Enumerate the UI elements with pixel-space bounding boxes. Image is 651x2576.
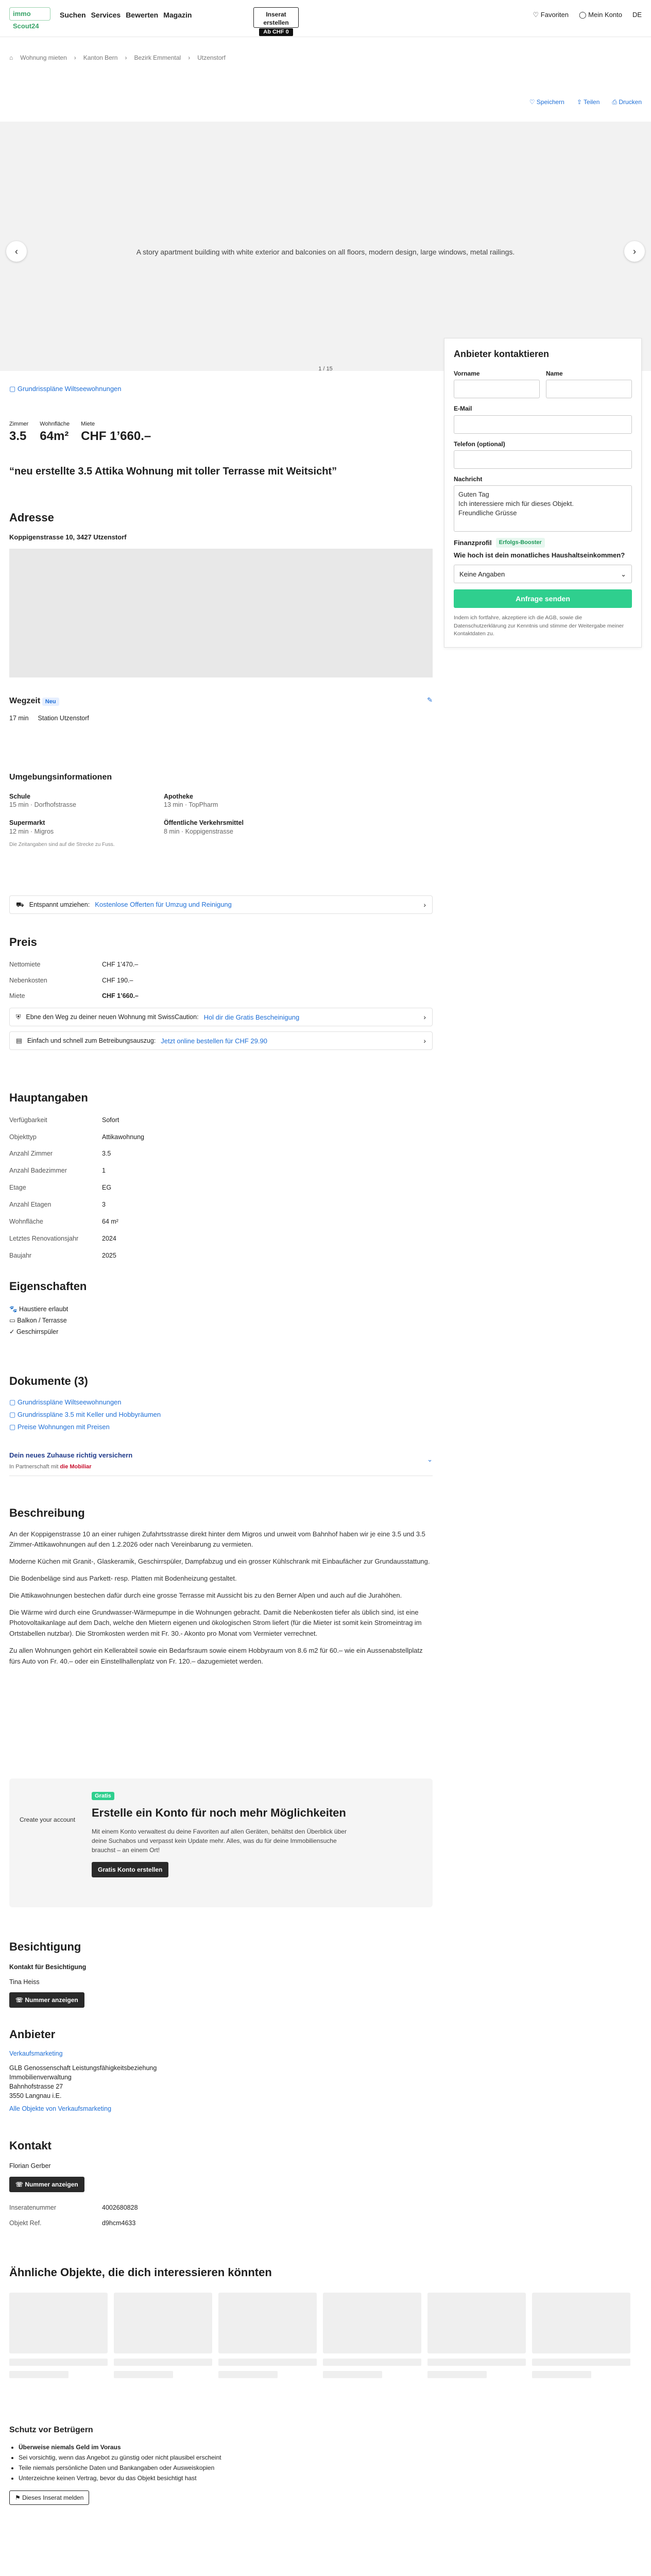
share-label: Teilen — [584, 98, 600, 106]
debt-extract-bar[interactable] — [9, 1031, 433, 1050]
debt-prefix: Einfach und schnell zum Betreibungsauszug: — [27, 1037, 156, 1044]
print-button[interactable]: ⎙ Drucken — [612, 98, 642, 106]
promo-side-text: Create your account — [20, 1816, 76, 1823]
logo[interactable]: immo Scout24 — [9, 7, 50, 21]
data-key: Anzahl Zimmer — [9, 1150, 53, 1158]
provider-line: GLB Genossenschaft Leistungsfähigkeitsbeziehung — [9, 2064, 157, 2072]
account-promo — [9, 1778, 433, 1907]
address-section — [9, 510, 433, 677]
documents-list — [9, 1396, 433, 1433]
chevron-right-icon: › — [423, 900, 426, 909]
fraud-heading: Schutz vor Betrügern — [9, 2426, 93, 2434]
document-link[interactable] — [9, 1421, 433, 1433]
print-label: Drucken — [619, 98, 642, 106]
new-badge: Neu — [42, 698, 59, 706]
email-input[interactable] — [454, 415, 632, 434]
breadcrumb-item[interactable]: Bezirk Emmental — [134, 54, 181, 61]
shield-icon: ⛨ — [16, 1013, 21, 1021]
price-value: CHF 190.– — [102, 976, 133, 984]
main-data-table — [9, 1116, 433, 1260]
similar-card-placeholder[interactable] — [323, 2293, 421, 2378]
data-value: 3 — [102, 1201, 106, 1209]
data-value: Attikawohnung — [102, 1133, 145, 1141]
flag-icon: ⚑ — [15, 2494, 23, 2501]
lastname-input[interactable] — [546, 380, 632, 398]
edit-icon[interactable]: ✎ — [427, 696, 433, 704]
viewing-label: Kontakt für Besichtigung — [9, 1963, 87, 1971]
document-icon: ▢ — [9, 1398, 18, 1406]
poi-time: 13 min — [164, 801, 183, 809]
pet-icon: 🐾 — [9, 1305, 20, 1313]
price-section — [9, 935, 433, 1050]
show-number-button[interactable] — [9, 1992, 84, 2008]
provider-section — [9, 2027, 433, 2113]
price-key: Miete — [9, 992, 25, 1000]
similar-cards — [9, 2293, 642, 2378]
finance-label: Finanzprofil — [454, 538, 492, 547]
document-link[interactable] — [9, 1409, 433, 1421]
fraud-section — [9, 2425, 433, 2505]
moving-prefix: Entspannt umziehen: — [29, 901, 90, 908]
finance-profile — [454, 538, 632, 548]
price-value: CHF 1’660.– — [102, 992, 139, 1000]
email-label: E-Mail — [454, 405, 472, 413]
firstname-input[interactable] — [454, 380, 540, 398]
prev-image-button[interactable]: ‹ — [6, 241, 27, 262]
rent-label: Miete — [81, 421, 95, 427]
id-value: d9hcm4633 — [102, 2219, 136, 2227]
similar-card-placeholder[interactable] — [218, 2293, 317, 2378]
breadcrumb: ⌂ Wohnung mieten › Kanton Bern › Bezirk Emmental › Utzenstorf — [9, 54, 226, 61]
poi-category: Schule — [9, 792, 30, 800]
description-paragraph: Die Attikawohnungen bestechen dafür durch eine grosse Terrasse mit Aussicht bis zu den Berner Alpen und auch auf die Jurahöhen. — [9, 1591, 402, 1599]
description-paragraph: An der Koppigenstrasse 10 an einer ruhigen Zufahrtsstrasse direkt hinter dem Migros und unweit vom Bahnhof haben wir je eine 3.5 und 3.5 Zimmer-Attikawohnungen auf den 1.2.2026 oder nach Vereinbarung zu vermieten. — [9, 1530, 425, 1549]
create-account-button[interactable]: Gratis Konto erstellen — [92, 1862, 168, 1877]
poi-name: Koppigenstrasse — [185, 828, 233, 836]
data-key: Anzahl Badezimmer — [9, 1167, 67, 1175]
address-line: Koppigenstrasse 10, 3427 Utzenstorf — [9, 533, 127, 541]
home-icon[interactable]: ⌂ — [9, 54, 13, 61]
insurance-section[interactable] — [9, 1451, 433, 1476]
similar-card-placeholder[interactable] — [427, 2293, 526, 2378]
header-right — [533, 10, 642, 20]
poi-time: 12 min — [9, 828, 29, 836]
document-label: Preise Wohnungen mit Preisen — [17, 1422, 110, 1431]
breadcrumb-item[interactable]: Kanton Bern — [83, 54, 118, 61]
document-icon: ▢ — [9, 1422, 18, 1431]
surroundings-heading: Umgebungsinformationen — [9, 773, 112, 782]
area-label: Wohnfläche — [40, 421, 70, 427]
share-button[interactable]: ⇪ Teilen — [576, 98, 600, 106]
message-input[interactable]: Guten Tag Ich interessiere mich für dieses Objekt. Freundliche Grüsse — [454, 485, 632, 532]
data-key: Baujahr — [9, 1251, 32, 1259]
poi-name: Migros — [34, 828, 54, 836]
rooms-label: Zimmer — [9, 421, 29, 427]
nav-item[interactable]: Magazin — [163, 11, 192, 19]
rooms-value: 3.5 — [9, 429, 27, 443]
provider-line: 3550 Langnau i.E. — [9, 2092, 62, 2099]
price-key: Nebenkosten — [9, 976, 47, 984]
rent-value: CHF 1’660.– — [81, 429, 151, 443]
feature-item: Geschirrspüler — [16, 1328, 59, 1335]
feature-item: Balkon / Terrasse — [17, 1316, 67, 1324]
insurance-title: Dein neues Zuhause richtig versichern — [9, 1451, 133, 1459]
area-value: 64m² — [40, 429, 69, 443]
ground-plan-label: Grundrisspläne Wiltseewohnungen — [17, 385, 122, 393]
price-table — [9, 960, 433, 1001]
data-value: 3.5 — [102, 1150, 111, 1158]
id-key: Inseratenummer — [9, 2204, 57, 2211]
phone-icon: ☏ — [15, 1996, 25, 2004]
poi-category: Öffentliche Verkehrsmittel — [164, 819, 244, 827]
poi-name: Dorfhofstrasse — [34, 801, 76, 809]
description-paragraph: Zu allen Wohnungen gehört ein Kellerabteil sowie ein Bedarfsraum sowie einem Hobbyraum von 8.6 m2 für 60.– wie ein Aussenabstellplatz fürs Auto von Fr. 40.– oder ein Einstellhallenplatz von Fr. 120.– dazugemietet werden. — [9, 1647, 423, 1665]
surroundings-section — [9, 772, 433, 849]
route-row — [9, 714, 433, 723]
swisscaution-prefix: Ebne den Weg zu deiner neuen Wohnung mit SwissCaution: — [26, 1013, 199, 1021]
similar-section — [9, 2265, 642, 2378]
poi-time: 8 min — [164, 828, 180, 836]
swisscaution-bar[interactable] — [9, 1008, 433, 1026]
route-destination: Station Utzenstorf — [38, 714, 89, 722]
submit-request-button[interactable]: Anfrage senden — [454, 589, 632, 608]
poi-name: TopPharm — [189, 801, 218, 809]
listing-title: “neu erstellte 3.5 Attika Wohnung mit toller Terrasse mit Weitsicht” — [9, 466, 337, 477]
fraud-item: • Teile niemals persönliche Daten und Bankangaben oder Ausweiskopien — [19, 2463, 433, 2473]
moving-link: Kostenlose Offerten für Umzug und Reinigung — [95, 901, 232, 909]
similar-card-placeholder[interactable] — [9, 2293, 108, 2378]
show-number-label: Nummer anzeigen — [25, 1996, 78, 2004]
data-value: 1 — [102, 1167, 106, 1175]
similar-heading: Ähnliche Objekte, die dich interessieren könnten — [9, 2266, 272, 2279]
nav-item[interactable]: Services — [91, 11, 121, 19]
promo-title: Erstelle ein Konto für noch mehr Möglichkeiten — [92, 1806, 346, 1819]
data-value: 64 m² — [102, 1217, 118, 1225]
gallery-caption: A story apartment building with white exterior and balconies on all floors, modern design, large windows, metal railings. — [136, 248, 515, 256]
moving-offer-bar[interactable] — [9, 895, 433, 914]
gallery-counter: 1 / 15 — [318, 366, 333, 372]
document-icon: ▢ — [9, 1410, 18, 1418]
show-number-label: Nummer anzeigen — [25, 2180, 78, 2188]
data-value: 2025 — [102, 1251, 116, 1259]
language-select[interactable]: DE — [632, 11, 642, 19]
all-objects-link[interactable]: Alle Objekte von Verkaufsmarketing — [9, 2105, 112, 2112]
breadcrumb-item[interactable]: Utzenstorf — [197, 54, 226, 61]
fraud-item: • Überweise niemals Geld im Voraus — [19, 2442, 433, 2452]
document-label: Grundrisspläne Wiltseewohnungen — [17, 1398, 122, 1406]
surroundings-note: Die Zeitangaben sind auf die Strecke zu Fuss. — [9, 842, 115, 848]
account-link[interactable]: ◯ Mein Konto — [579, 11, 622, 19]
debt-link: Jetzt online bestellen für CHF 29.90 — [161, 1037, 267, 1045]
booster-badge: Erfolgs-Booster — [496, 538, 545, 548]
document-label: Grundrisspläne 3.5 mit Keller und Hobbyräumen — [17, 1410, 161, 1418]
nav-item[interactable]: Suchen — [60, 11, 86, 19]
data-value: 2024 — [102, 1234, 116, 1242]
document-icon: ▢ — [9, 385, 18, 393]
promo-text: Mit einem Konto verwaltest du deine Favoriten auf allen Geräten, behältst den Überblick über deine Suchabos und verpasst kein Update mehr. Alles, was du für deine Immobiliensuche brauchst – an einem Ort! — [92, 1827, 347, 1854]
viewing-contact-name: Tina Heiss — [9, 1978, 40, 1986]
features-list — [9, 1303, 433, 1337]
image-gallery[interactable] — [0, 122, 651, 371]
key-facts — [9, 420, 433, 445]
description-paragraph: Moderne Küchen mit Granit-, Glaskeramik, Geschirrspüler, Dampfabzug und ein grosser Kühlschrank mit Einbaufächer zur Grundausstattung. — [9, 1557, 430, 1566]
contact-name: Florian Gerber — [9, 2162, 51, 2170]
viewing-section — [9, 1939, 433, 2008]
route-section — [9, 696, 433, 722]
surroundings-grid: Schule 15 min · Dorfhofstrasse Apotheke 13 min · TopPharm Supermarkt 12 min · Migros Öffentliche Verkehrsmittel 8 min · Koppigenstrasse — [9, 792, 244, 836]
price-value: CHF 1’470.– — [102, 960, 139, 968]
show-number-button[interactable] — [9, 2177, 84, 2192]
map[interactable] — [9, 549, 433, 677]
description-heading: Beschreibung — [9, 1506, 85, 1519]
fraud-item: • Unterzeichne keinen Vertrag, bevor du das Objekt besichtigt hast — [19, 2473, 433, 2483]
free-badge: Gratis — [92, 1792, 114, 1800]
truck-icon: ⛟ — [16, 901, 24, 908]
documents-heading: Dokumente (3) — [9, 1375, 88, 1387]
account-label: Mein Konto — [588, 11, 622, 19]
features-heading: Eigenschaften — [9, 1280, 87, 1293]
route-heading: Wegzeit — [9, 697, 41, 705]
id-key: Objekt Ref. — [9, 2219, 42, 2227]
ground-plan-link[interactable] — [9, 384, 433, 394]
chevron-down-icon: ⌄ — [621, 570, 626, 579]
document-icon: ▤ — [16, 1037, 22, 1044]
provider-heading: Anbieter — [9, 2028, 56, 2041]
income-question: Wie hoch ist dein monatliches Haushaltseinkommen? — [454, 551, 625, 559]
chevron-right-icon: › — [423, 1012, 426, 1021]
firstname-label: Vorname — [454, 370, 480, 378]
description-paragraph: Die Wärme wird durch eine Grundwasser-Wärmepumpe in die Wohnungen gebracht. Damit die Nebenkosten tiefer als üblich sind, ist eine Photovoltaikanlage auf dem Dach, welche den Mietern eigenen und ökologischen Strom liefert (für die Mieter ist somit kein Stromeintrag im Ortstabellen nutzbar). Die Stromkosten werden mit Fr. 30.- Akonto pro Monat vom Vermieter verrechnet. — [9, 1608, 422, 1638]
data-key: Objekttyp — [9, 1133, 37, 1141]
fraud-list — [19, 2442, 433, 2483]
next-image-button[interactable]: › — [624, 241, 645, 262]
phone-label: Telefon (optional) — [454, 440, 505, 448]
description-paragraph: Die Bodenbeläge sind aus Parkett- resp. Platten mit Bodenheizung gestaltet. — [9, 1574, 237, 1583]
main-data-heading: Hauptangaben — [9, 1091, 88, 1104]
income-select[interactable] — [454, 565, 632, 583]
data-key: Etage — [9, 1184, 26, 1192]
favorites-link[interactable]: ♡ Favoriten — [533, 11, 569, 19]
phone-icon: ☏ — [15, 2180, 25, 2188]
data-key: Verfügbarkeit — [9, 1116, 47, 1124]
data-key: Wohnfläche — [9, 1217, 43, 1225]
similar-card-placeholder[interactable] — [532, 2293, 630, 2378]
main-data-section — [9, 1090, 433, 1260]
message-label: Nachricht — [454, 475, 483, 483]
main-nav — [60, 10, 192, 20]
chevron-right-icon: › — [423, 1036, 426, 1045]
feature-item: Haustiere erlaubt — [19, 1305, 68, 1313]
poi-category: Supermarkt — [9, 819, 45, 827]
swisscaution-link: Hol dir die Gratis Bescheinigung — [203, 1013, 300, 1021]
documents-section — [9, 1374, 433, 1433]
price-heading: Preis — [9, 936, 37, 948]
id-value: 4002680828 — [102, 2204, 138, 2211]
check-icon: ✓ — [9, 1328, 16, 1335]
save-button[interactable]: ♡ Speichern — [529, 98, 564, 106]
data-key: Anzahl Etagen — [9, 1201, 52, 1209]
consent-note: Indem ich fortfahre, akzeptiere ich die AGB, sowie die Datenschutzerklärung zur Kenntnis und stimme der Weitergabe meiner Kontaktdaten zu. — [454, 615, 624, 637]
viewing-heading: Besichtigung — [9, 1940, 81, 1953]
breadcrumb-item[interactable]: Wohnung mieten — [20, 54, 67, 61]
data-key: Letztes Renovationsjahr — [9, 1234, 79, 1242]
provider-line: Immobilienverwaltung — [9, 2073, 72, 2081]
mobiliar-logo: die Mobiliar — [60, 1463, 92, 1470]
contact-form — [444, 338, 642, 648]
contact-form-title: Anbieter kontaktieren — [454, 349, 550, 359]
insert-price: Ab CHF 0 — [259, 28, 293, 36]
provider-line: Bahnhofstrasse 27 — [9, 2082, 63, 2090]
insert-button[interactable] — [253, 7, 299, 36]
address-heading: Adresse — [9, 511, 54, 524]
route-time: 17 min — [9, 714, 29, 722]
nav-item[interactable]: Bewerten — [126, 11, 159, 19]
favorites-label: Favoriten — [540, 11, 569, 19]
insurance-sub: In Partnerschaft mit — [9, 1463, 59, 1470]
fraud-item: • Sei vorsichtig, wenn das Angebot zu günstig oder nicht plausibel erscheint — [19, 2452, 433, 2463]
contact-heading: Kontakt — [9, 2139, 52, 2152]
chevron-down-icon: ⌄ — [427, 1455, 433, 1463]
poi-time: 15 min — [9, 801, 29, 809]
provider-link[interactable]: Verkaufsmarketing — [9, 2049, 63, 2057]
balcony-icon: ▭ — [9, 1316, 18, 1324]
report-listing-button[interactable] — [9, 2490, 89, 2505]
phone-input[interactable] — [454, 450, 632, 469]
similar-card-placeholder[interactable] — [114, 2293, 212, 2378]
contact-section — [9, 2138, 433, 2228]
features-section — [9, 1279, 433, 1337]
description-section — [9, 1505, 433, 1667]
price-key: Nettomiete — [9, 960, 41, 968]
document-link[interactable] — [9, 1396, 433, 1409]
income-value: Keine Angaben — [459, 570, 505, 579]
site-header — [0, 0, 651, 37]
save-label: Speichern — [536, 98, 564, 106]
data-value: EG — [102, 1184, 112, 1192]
provider-address — [9, 2063, 433, 2100]
listing-actions — [529, 98, 642, 106]
listing-ids — [9, 2204, 433, 2228]
lastname-label: Name — [546, 370, 563, 378]
data-value: Sofort — [102, 1116, 119, 1124]
report-label: Dieses Inserat melden — [22, 2494, 84, 2501]
insert-label: Inserat erstellen — [263, 11, 289, 27]
poi-category: Apotheke — [164, 792, 193, 800]
